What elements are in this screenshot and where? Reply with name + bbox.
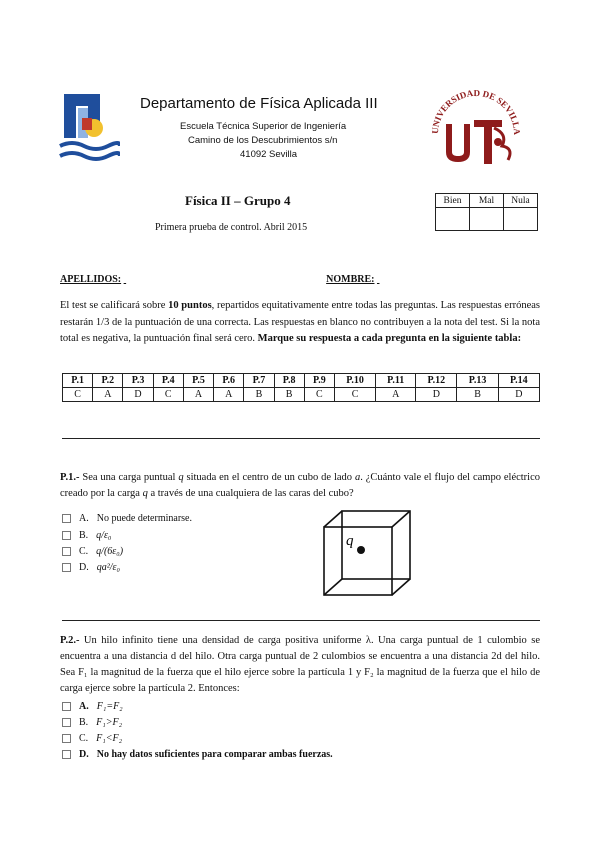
answer-cell[interactable]: D: [416, 388, 457, 402]
answer-header: P.3: [123, 374, 153, 388]
answer-header: P.2: [93, 374, 123, 388]
answer-header: P.4: [153, 374, 183, 388]
student-fields: [60, 274, 520, 285]
q2-option-a[interactable]: A. F₁=F₂: [62, 701, 123, 712]
checkbox[interactable]: [62, 547, 71, 556]
department-logo: [58, 90, 120, 165]
answer-header: P.12: [416, 374, 457, 388]
instructions: El test se calificará sobre 10 puntos, repartidos equitativamente entre todas las preguntas. Las respuestas erróneas restarán 1/3 de la puntuación de una correcta. Las respuestas en blanco no contribuyen a la nota del test. Si la nota total es negativa, la puntuación final será cero. Marque su respuesta a cada pregunta en la siguiente tabla:: [60, 300, 540, 344]
checkbox[interactable]: [62, 702, 71, 711]
grade-cell-bien: [436, 208, 470, 231]
answer-cell[interactable]: C: [304, 388, 334, 402]
checkbox[interactable]: [62, 750, 71, 759]
q2-option-c[interactable]: C. F₁<F₂: [62, 733, 122, 744]
answer-cell[interactable]: C: [334, 388, 375, 402]
svg-text:UNIVERSIDAD DE SEVILLA: UNIVERSIDAD DE SEVILLA: [429, 87, 523, 136]
svg-text:q: q: [346, 533, 354, 549]
answer-cell[interactable]: A: [376, 388, 416, 402]
q1-option-b[interactable]: B. q/ε₀: [62, 530, 111, 541]
answer-cell[interactable]: C: [63, 388, 93, 402]
checkbox[interactable]: [62, 718, 71, 727]
school-line-3: 41092 Sevilla: [240, 149, 298, 160]
checkbox[interactable]: [62, 734, 71, 743]
answer-header: P.8: [274, 374, 304, 388]
answer-header: P.7: [244, 374, 274, 388]
answer-cell[interactable]: B: [457, 388, 498, 402]
q2-option-d[interactable]: D. No hay datos suficientes para comparar ambas fuerzas.: [62, 749, 333, 760]
answer-cell[interactable]: A: [214, 388, 244, 402]
school-line-1: Escuela Técnica Superior de Ingeniería: [180, 121, 347, 132]
grade-cell-nula: [504, 208, 538, 231]
q1-option-a[interactable]: A. No puede determinarse.: [62, 513, 192, 524]
checkbox[interactable]: [62, 563, 71, 572]
nombre-label: NOMBRE:: [326, 274, 375, 285]
q1-option-c[interactable]: C. q/(6ε₀): [62, 546, 123, 557]
answer-cell[interactable]: C: [153, 388, 183, 402]
checkbox[interactable]: [62, 531, 71, 540]
answer-header: P.9: [304, 374, 334, 388]
department-title: Departamento de Física Aplicada III: [140, 95, 378, 112]
question-1-text: P.1.- Sea una carga puntual q situada en el centro de un cubo de lado a. ¿Cuánto vale el flujo del campo eléctrico creado por la carga q a través de una cualquiera de las caras del cubo?: [60, 472, 540, 499]
checkbox[interactable]: [62, 514, 71, 523]
answers-table: [62, 373, 540, 402]
separator-2: [62, 620, 540, 621]
grade-header-nula: Nula: [504, 194, 538, 208]
q2-option-b[interactable]: B. F₁>F₂: [62, 717, 122, 728]
answer-cell[interactable]: B: [244, 388, 274, 402]
grade-header-bien: Bien: [436, 194, 470, 208]
separator-1: [62, 438, 540, 439]
answer-header: P.13: [457, 374, 498, 388]
cube-figure: [318, 505, 418, 605]
answer-header: P.1: [63, 374, 93, 388]
answer-header: P.10: [334, 374, 375, 388]
answer-cell[interactable]: B: [274, 388, 304, 402]
universidad-de-sevilla-seal: [428, 82, 524, 172]
apellidos-label: APELLIDOS:: [60, 274, 122, 285]
answer-cell[interactable]: A: [93, 388, 123, 402]
q1-option-d[interactable]: D. qa²/ε₀: [62, 562, 120, 573]
answer-header: P.6: [214, 374, 244, 388]
course-title: Física II – Grupo 4: [185, 193, 291, 208]
answer-cell[interactable]: A: [183, 388, 213, 402]
test-subtitle: Primera prueba de control. Abril 2015: [155, 222, 308, 233]
grade-header-mal: Mal: [470, 194, 504, 208]
question-2-text: P.2.- Un hilo infinito tiene una densidad de carga positiva uniforme λ. Una carga puntual de 1 culombio se encuentra a una distancia d del hilo. Otra carga puntual de 2 culombios se encuentra a una distancia 2d del hilo. Sea F₁ la magnitud de la fuerza que el hilo ejerce sobre la partícula 1 y F₂ la magnitud de la fuerza que el hilo de carga ejerce sobre la partícula 2. Entonces:: [60, 635, 540, 694]
grade-table: [435, 193, 538, 231]
answer-cell[interactable]: D: [123, 388, 153, 402]
answer-header: P.5: [183, 374, 213, 388]
grade-cell-mal: [470, 208, 504, 231]
answer-header: P.11: [376, 374, 416, 388]
answer-header: P.14: [498, 374, 539, 388]
school-line-2: Camino de los Descubrimientos s/n: [188, 135, 338, 146]
answer-cell[interactable]: D: [498, 388, 539, 402]
